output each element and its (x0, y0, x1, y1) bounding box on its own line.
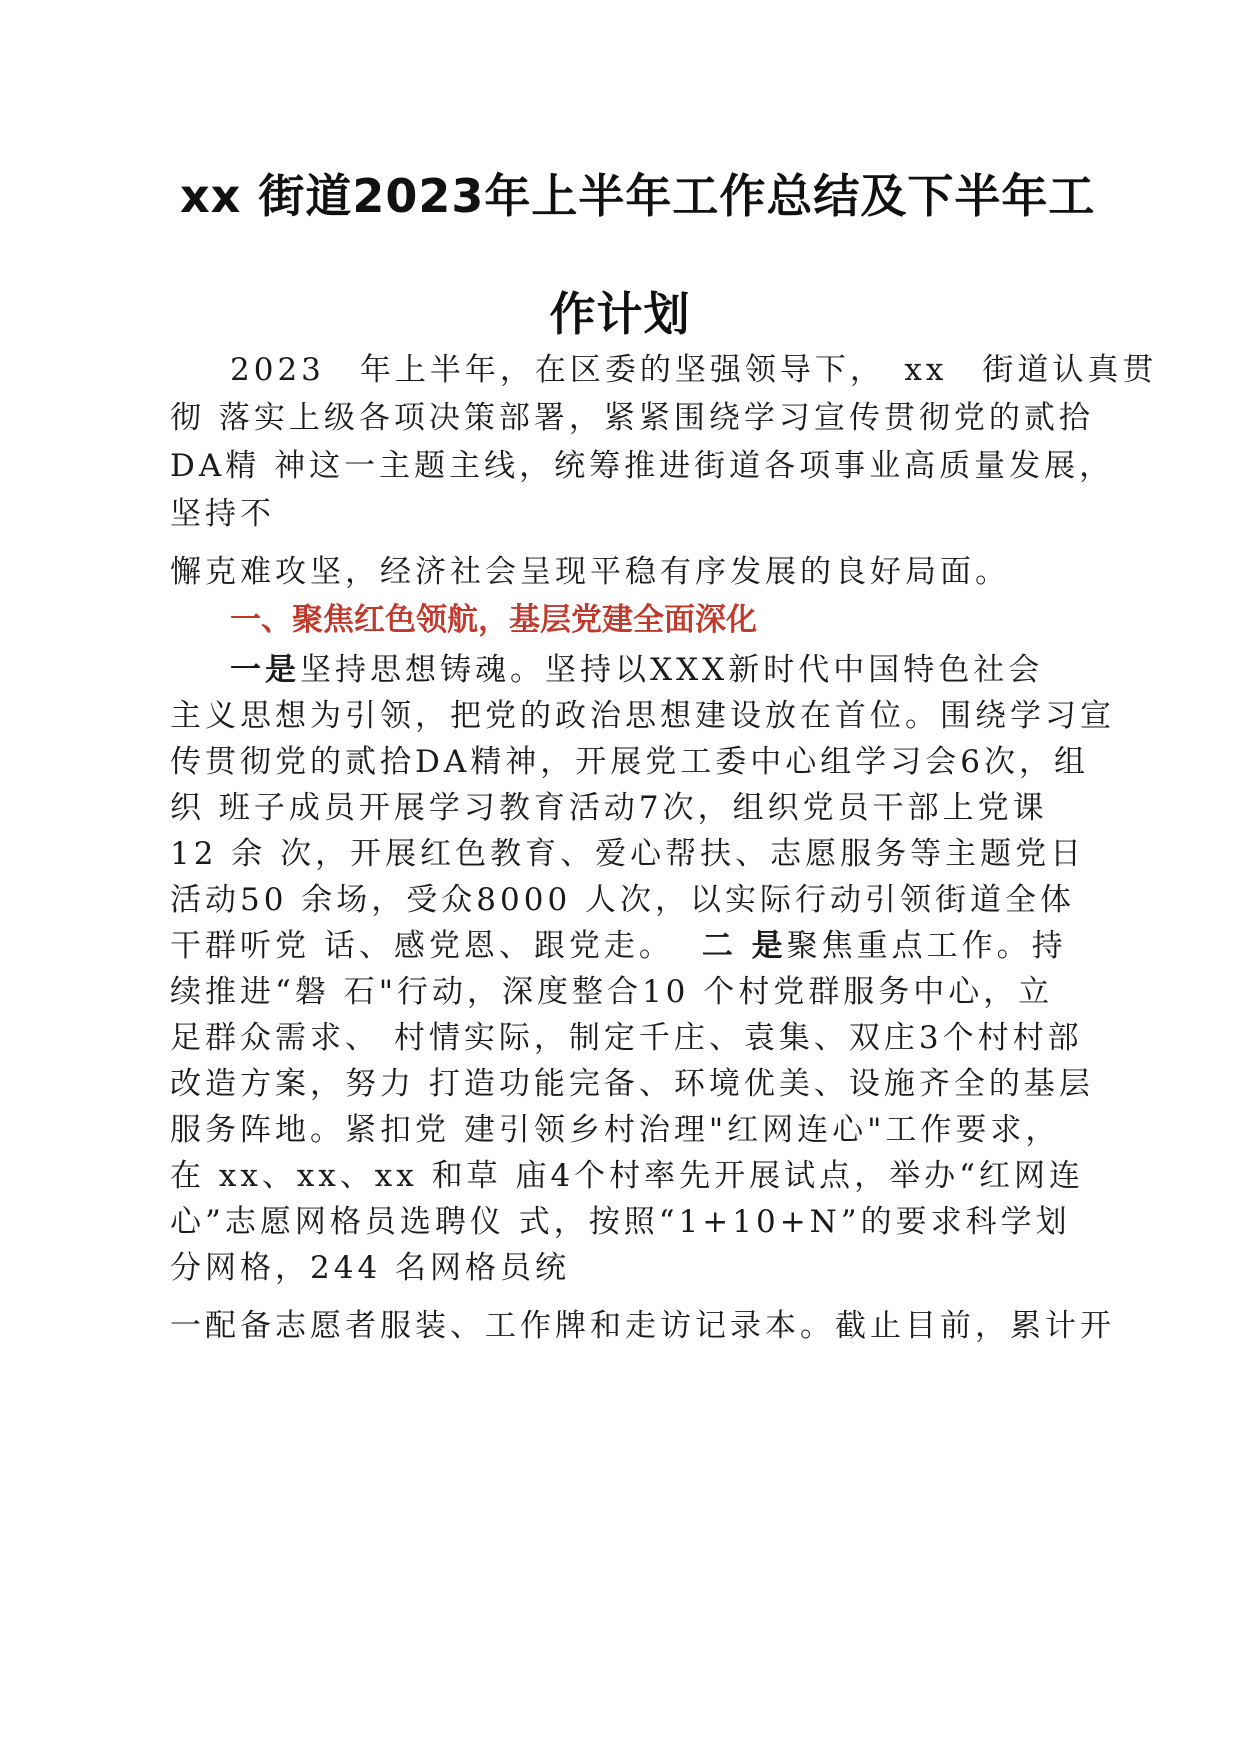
section-heading: 一、聚焦红色领航，基层党建全面深化 (230, 602, 757, 638)
paragraph-lead-line (230, 644, 1130, 689)
paragraph-line: 一配备志愿者服装、工作牌和走访记录本。截止目前，累计开 (170, 1308, 1115, 1344)
paragraph-line: 服务阵地。紧扣党 建引领乡村治理"红网连心"工作要求， (170, 1112, 1061, 1148)
intro-line: 彻 落实上级各项决策部署，紧紧围绕学习宣传贯彻党的贰拾 (170, 400, 1094, 436)
lead-text: 坚持思想铸魂。坚持以XXX新时代中国特色社会 (300, 652, 1044, 688)
paragraph-line: 分网格，244 名网格员统 (170, 1250, 571, 1286)
document-title-line-1: xx 街道2023年上半年工作总结及下半年工 (180, 169, 1096, 223)
paragraph-line (170, 920, 1070, 965)
paragraph-line: 改造方案，努力 打造功能完备、环境优美、设施齐全的基层 (170, 1066, 1094, 1102)
paragraph-line: 12 余 次，开展红色教育、爱心帮扶、志愿服务等主题党日 (170, 836, 1086, 872)
paragraph-line: 续推进“磐 石"行动，深度整合10 个村党群服务中心，立 (170, 974, 1054, 1010)
paragraph-line: 传贯彻党的贰拾DA精神，开展党工委中心组学习会6次，组 (170, 744, 1089, 780)
paragraph-line: 主义思想为引领，把党的政治思想建设放在首位。围绕学习宣 (170, 698, 1115, 734)
document-title-line-2: 作计划 (549, 287, 691, 341)
intro-line: 坚持不 (170, 496, 275, 532)
lead-marker: 一是 (230, 652, 300, 688)
paragraph-line: 织 班子成员开展学习教育活动7次，组织党员干部上党课 (170, 790, 1048, 826)
paragraph-text: 干群听党 话、感党恩、跟党走。 (170, 928, 674, 964)
lead-marker: 二 是 (701, 928, 787, 964)
paragraph-line: 足群众需求、 村情实际，制定千庄、袁集、双庄3个村村部 (170, 1020, 1083, 1056)
intro-line: 懈克难攻坚，经济社会呈现平稳有序发展的良好局面。 (170, 554, 1010, 590)
paragraph-line: 在 xx、xx、xx 和草 庙4个村率先开展试点，举办“红网连 (170, 1158, 1085, 1194)
intro-line: 2023 年上半年，在区委的坚强领导下， xx 街道认真贯 (230, 352, 1158, 388)
paragraph-line: 心”志愿网格员选聘仪 式，按照“1+10+N”的要求科学划 (170, 1204, 1071, 1240)
intro-line: DA精 神这一主题主线，统筹推进街道各项事业高质量发展， (170, 448, 1115, 484)
paragraph-line: 活动50 余场，受众8000 人次，以实际行动引领街道全体 (170, 882, 1076, 918)
paragraph-text: 聚焦重点工作。持 (786, 928, 1067, 964)
